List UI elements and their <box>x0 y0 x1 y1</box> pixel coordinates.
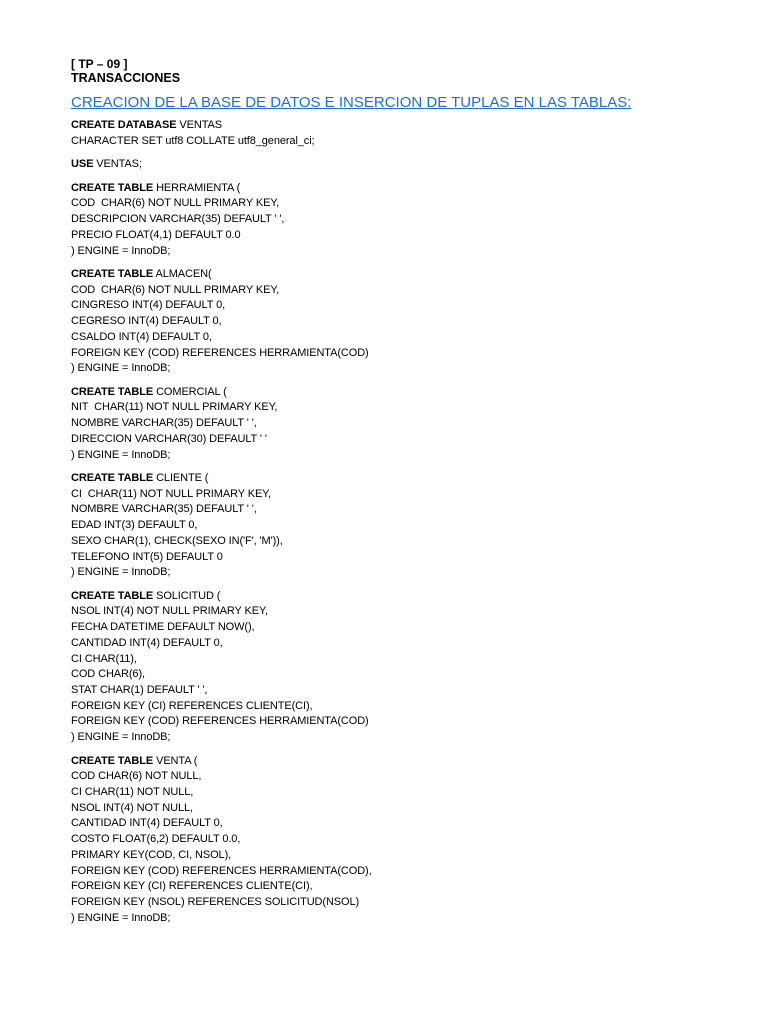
sql-text: ) ENGINE = InnoDB; <box>71 244 171 257</box>
sql-line <box>71 848 731 864</box>
sql-text: ) ENGINE = InnoDB; <box>71 731 171 744</box>
sql-text: COMERCIAL ( <box>153 385 227 398</box>
sql-text: COD CHAR(6) NOT NULL, <box>71 770 202 783</box>
sql-line <box>71 228 731 244</box>
sql-line <box>71 157 731 173</box>
sql-block-table-cliente <box>71 471 731 581</box>
sql-text: SEXO CHAR(1), CHECK(SEXO IN('F', 'M')), <box>71 534 283 547</box>
sql-line <box>71 432 731 448</box>
sql-line <box>71 346 731 362</box>
sql-text: CI CHAR(11), <box>71 652 137 665</box>
document-page <box>71 57 731 934</box>
sql-keyword: USE <box>71 158 94 171</box>
sql-line <box>71 212 731 228</box>
sql-text: ) ENGINE = InnoDB; <box>71 566 171 579</box>
section-heading <box>71 93 731 112</box>
sql-line <box>71 283 731 299</box>
sql-text: CSALDO INT(4) DEFAULT 0, <box>71 330 212 343</box>
sql-line <box>71 534 731 550</box>
sql-text: STAT CHAR(1) DEFAULT ' ', <box>71 683 208 696</box>
sql-text: CHARACTER SET utf8 COLLATE utf8_general_ci; <box>71 134 315 147</box>
sql-text: FECHA DATETIME DEFAULT NOW(), <box>71 621 255 634</box>
sql-line <box>71 298 731 314</box>
sql-line <box>71 754 731 770</box>
sql-text: NSOL INT(4) NOT NULL PRIMARY KEY, <box>71 605 268 618</box>
sql-keyword: CREATE TABLE <box>71 754 154 767</box>
sql-text: EDAD INT(3) DEFAULT 0, <box>71 519 198 532</box>
document-subtitle: TRANSACCIONES <box>71 71 181 85</box>
sql-line <box>71 244 731 260</box>
sql-block-use-ventas <box>71 157 731 173</box>
sql-keyword: CREATE DATABASE <box>71 119 177 131</box>
sql-line <box>71 667 731 683</box>
sql-line <box>71 730 731 746</box>
sql-line <box>71 400 731 416</box>
sql-text: ) ENGINE = InnoDB; <box>71 448 171 461</box>
sql-block-create-database <box>71 118 731 149</box>
sql-text: FOREIGN KEY (CI) REFERENCES CLIENTE(CI), <box>71 880 313 893</box>
sql-line <box>71 911 731 927</box>
sql-text: ) ENGINE = InnoDB; <box>71 911 171 924</box>
sql-text: FOREIGN KEY (COD) REFERENCES HERRAMIENTA(COD) <box>71 715 369 728</box>
sql-line <box>71 816 731 832</box>
sql-line <box>71 448 731 464</box>
sql-text: DIRECCION VARCHAR(30) DEFAULT ' ' <box>71 432 267 445</box>
sql-line <box>71 134 731 150</box>
sql-text: NSOL INT(4) NOT NULL, <box>71 801 193 814</box>
sql-text: NOMBRE VARCHAR(35) DEFAULT ' ', <box>71 503 257 516</box>
sql-code <box>71 118 731 926</box>
sql-text: COD CHAR(6) NOT NULL PRIMARY KEY, <box>71 283 280 296</box>
sql-line <box>71 864 731 880</box>
sql-text: CLIENTE ( <box>153 472 209 485</box>
sql-block-table-comercial <box>71 385 731 464</box>
sql-line <box>71 879 731 895</box>
sql-line <box>71 181 731 197</box>
sql-block-table-solicitud <box>71 589 731 746</box>
sql-text: FOREIGN KEY (NSOL) REFERENCES SOLICITUD(NSOL) <box>71 895 360 908</box>
sql-line <box>71 714 731 730</box>
sql-text: NOMBRE VARCHAR(35) DEFAULT ' ', <box>71 417 257 430</box>
sql-block-table-venta <box>71 754 731 927</box>
sql-text: PRIMARY KEY(COD, CI, NSOL), <box>71 848 232 861</box>
sql-text: PRECIO FLOAT(4,1) DEFAULT 0.0 <box>71 228 241 241</box>
sql-line <box>71 385 731 401</box>
sql-line <box>71 518 731 534</box>
sql-text: CANTIDAD INT(4) DEFAULT 0, <box>71 636 223 649</box>
sql-keyword: CREATE TABLE <box>71 385 154 398</box>
sql-line <box>71 683 731 699</box>
sql-line <box>71 769 731 785</box>
sql-line <box>71 550 731 566</box>
sql-text: COSTO FLOAT(6,2) DEFAULT 0.0, <box>71 833 241 846</box>
sql-text: COD CHAR(6) NOT NULL PRIMARY KEY, <box>71 197 280 210</box>
sql-text: COD CHAR(6), <box>71 668 145 681</box>
sql-line <box>71 267 731 283</box>
sql-line <box>71 652 731 668</box>
tp-number: [ TP – 09 ] <box>71 57 128 71</box>
sql-line <box>71 589 731 605</box>
sql-line <box>71 118 731 134</box>
sql-line <box>71 196 731 212</box>
sql-line <box>71 471 731 487</box>
sql-keyword: CREATE TABLE <box>71 181 154 194</box>
sql-line <box>71 832 731 848</box>
sql-text: CI CHAR(11) NOT NULL, <box>71 786 194 798</box>
sql-text: ALMACEN( <box>153 268 212 281</box>
sql-text: CI CHAR(11) NOT NULL PRIMARY KEY, <box>71 487 271 500</box>
sql-text: CEGRESO INT(4) DEFAULT 0, <box>71 315 222 328</box>
sql-keyword: CREATE TABLE <box>71 472 154 485</box>
sql-line <box>71 361 731 377</box>
sql-text: NIT CHAR(11) NOT NULL PRIMARY KEY, <box>71 401 278 414</box>
sql-text: FOREIGN KEY (COD) REFERENCES HERRAMIENTA(COD), <box>71 864 372 877</box>
sql-line <box>71 604 731 620</box>
sql-line <box>71 314 731 330</box>
sql-text: FOREIGN KEY (COD) REFERENCES HERRAMIENTA(COD) <box>71 346 369 359</box>
section-heading-text: CREACION DE LA BASE DE DATOS E INSERCION DE TUPLAS EN LAS TABLAS <box>71 94 628 111</box>
sql-text: VENTAS; <box>93 158 142 171</box>
sql-text: FOREIGN KEY (CI) REFERENCES CLIENTE(CI), <box>71 699 313 712</box>
sql-keyword: CREATE TABLE <box>71 589 154 602</box>
sql-line <box>71 895 731 911</box>
sql-text: TELEFONO INT(5) DEFAULT 0 <box>71 550 223 563</box>
sql-text: VENTA ( <box>153 754 198 767</box>
sql-line <box>71 416 731 432</box>
sql-keyword: CREATE TABLE <box>71 268 154 281</box>
sql-line <box>71 565 731 581</box>
sql-text: HERRAMIENTA ( <box>153 181 241 194</box>
sql-line <box>71 801 731 817</box>
sql-block-table-almacen <box>71 267 731 377</box>
sql-block-table-herramienta <box>71 181 731 260</box>
sql-text: VENTAS <box>176 119 223 131</box>
sql-text: ) ENGINE = InnoDB; <box>71 362 171 375</box>
sql-line <box>71 487 731 503</box>
sql-text: CINGRESO INT(4) DEFAULT 0, <box>71 299 226 312</box>
sql-text: CANTIDAD INT(4) DEFAULT 0, <box>71 817 223 830</box>
sql-line <box>71 636 731 652</box>
sql-line <box>71 785 731 801</box>
sql-text: SOLICITUD ( <box>153 589 221 602</box>
sql-text: DESCRIPCION VARCHAR(35) DEFAULT ' ', <box>71 213 285 226</box>
sql-line <box>71 330 731 346</box>
sql-line <box>71 620 731 636</box>
sql-line <box>71 502 731 518</box>
section-heading-colon: : <box>627 94 632 111</box>
sql-line <box>71 699 731 715</box>
